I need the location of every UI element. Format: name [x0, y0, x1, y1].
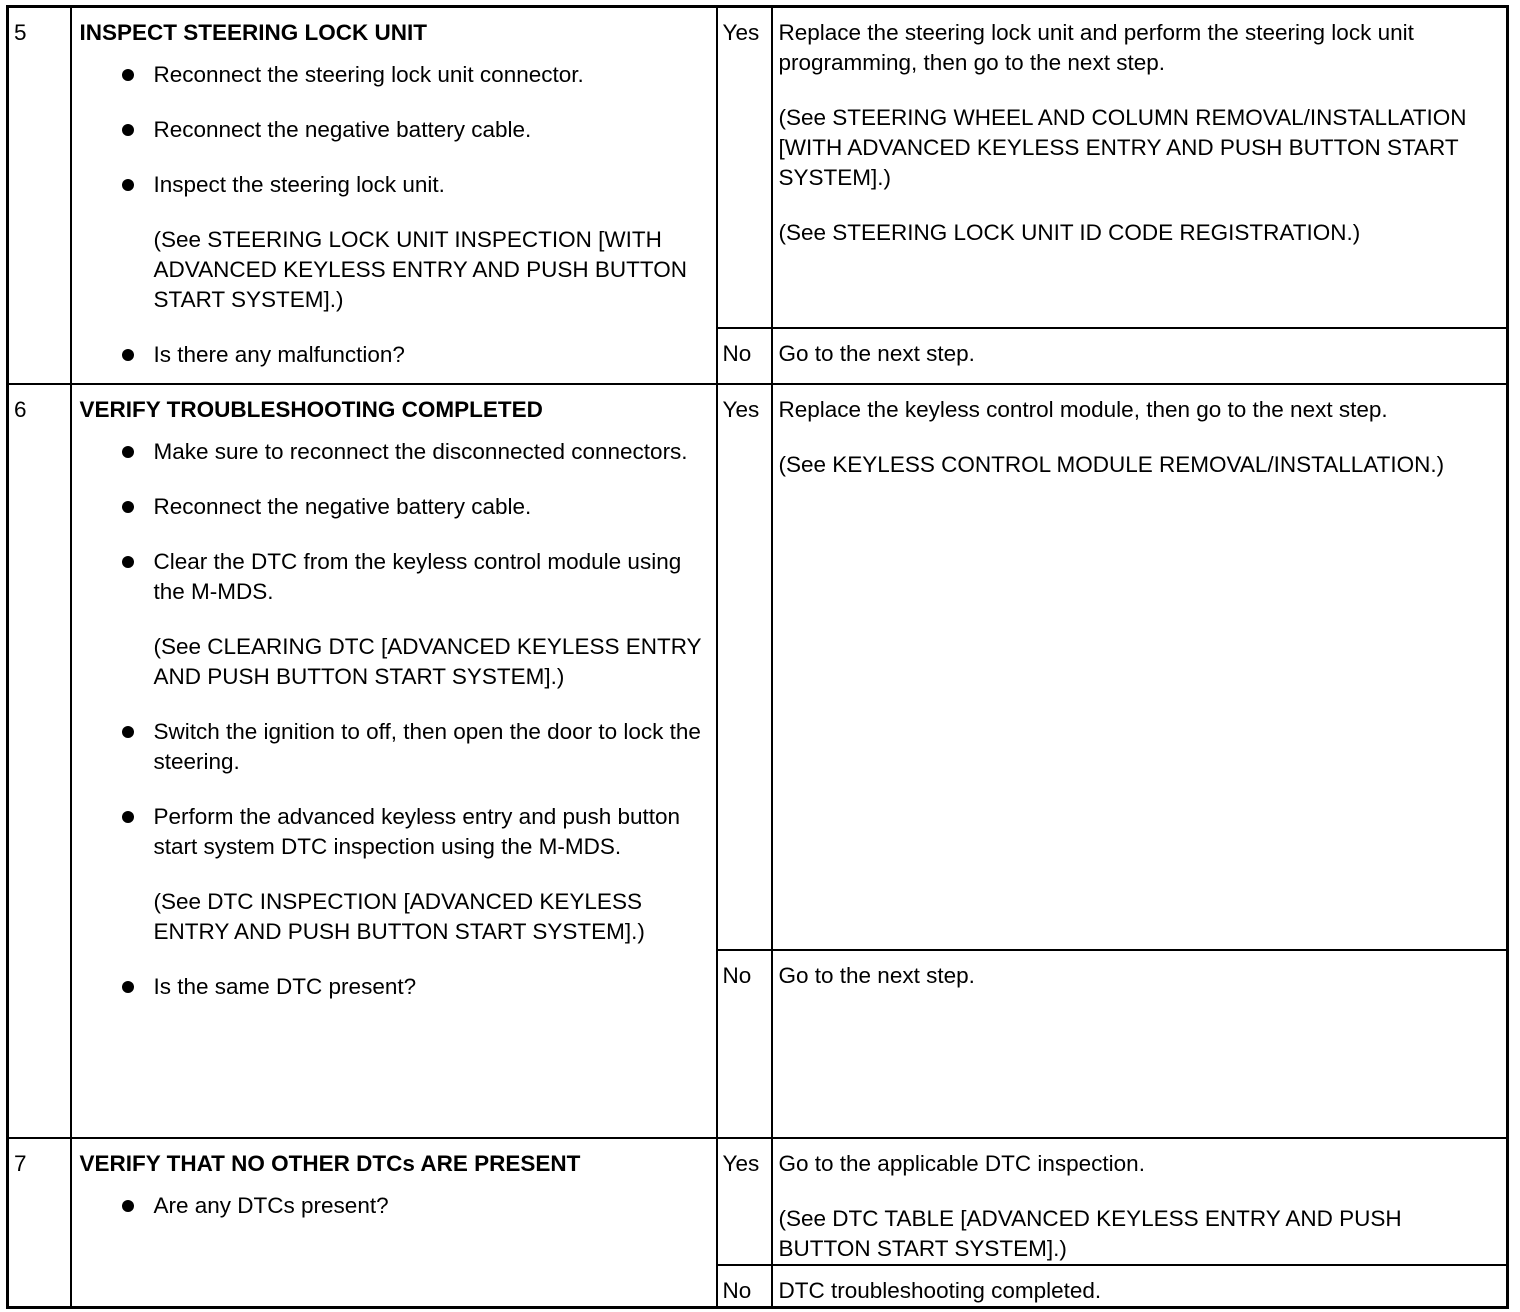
- action-line: (See KEYLESS CONTROL MODULE REMOVAL/INSTALLATION.): [778, 451, 1445, 477]
- step-number: 6: [8, 384, 71, 1138]
- step-bullet-item: [80, 170, 708, 315]
- step-number: 7: [8, 1138, 71, 1308]
- step-bullet-item: [80, 437, 708, 467]
- action-no: [772, 1265, 1508, 1308]
- bullet-text: Reconnect the steering lock unit connector.: [153, 62, 584, 87]
- bullet-dot-icon: [122, 179, 134, 191]
- step-procedure: [71, 1138, 717, 1308]
- action-no: [772, 950, 1508, 1138]
- troubleshooting-table: [6, 5, 1509, 1309]
- result-no-label: No: [717, 1265, 772, 1308]
- bullet-dot-icon: [122, 556, 134, 568]
- troubleshooting-document: [6, 5, 1506, 1305]
- result-yes-label: Yes: [717, 1138, 772, 1265]
- bullet-text: Reconnect the negative battery cable.: [153, 117, 532, 142]
- step-bullet-item: [80, 340, 708, 370]
- step-bullet-list: [80, 60, 708, 370]
- action-line: DTC troubleshooting completed.: [778, 1277, 1102, 1303]
- action-yes: [772, 1138, 1508, 1265]
- bullet-text: Are any DTCs present?: [153, 1192, 389, 1218]
- bullet-text: Perform the advanced keyless entry and push button start system DTC inspection using the M-MDS.: [153, 803, 681, 859]
- bullet-dot-icon: [122, 501, 134, 513]
- step-row: [8, 1138, 1508, 1265]
- result-no-label: No: [717, 328, 772, 384]
- bullet-dot-icon: [122, 124, 134, 136]
- action-line: Go to the next step.: [778, 962, 975, 988]
- step-bullet-item: [80, 802, 708, 947]
- result-yes-label: Yes: [717, 384, 772, 950]
- bullet-text: Make sure to reconnect the disconnected connectors.: [153, 438, 688, 464]
- bullet-text: Is there any malfunction?: [153, 342, 405, 367]
- step-title: VERIFY TROUBLESHOOTING COMPLETED: [79, 396, 543, 422]
- step-bullet-item: [80, 547, 708, 692]
- step-bullet-list: [80, 1191, 708, 1221]
- action-line: Replace the keyless control module, then go to the next step.: [778, 396, 1388, 422]
- action-line: (See STEERING LOCK UNIT ID CODE REGISTRATION.): [778, 220, 1361, 245]
- bullet-dot-icon: [122, 1200, 134, 1212]
- step-bullet-item: [80, 60, 708, 90]
- bullet-text: Clear the DTC from the keyless control module using the M-MDS.: [153, 548, 682, 604]
- action-line: (See STEERING WHEEL AND COLUMN REMOVAL/INSTALLATION [WITH ADVANCED KEYLESS ENTRY AND PUSH BUTTON START SYSTEM].): [778, 105, 1467, 190]
- action-line: Replace the steering lock unit and perform the steering lock unit programming, then go to the next step.: [778, 20, 1414, 75]
- step-procedure: [71, 384, 717, 1138]
- step-number: 5: [8, 7, 71, 384]
- bullet-reference: (See DTC INSPECTION [ADVANCED KEYLESS ENTRY AND PUSH BUTTON START SYSTEM].): [153, 888, 645, 944]
- result-yes-label: Yes: [717, 7, 772, 328]
- action-yes: [772, 7, 1508, 328]
- action-line: Go to the applicable DTC inspection.: [778, 1150, 1145, 1176]
- result-no-label: No: [717, 950, 772, 1138]
- step-procedure: [71, 7, 717, 384]
- step-bullet-item: [80, 115, 708, 145]
- bullet-text: Reconnect the negative battery cable.: [153, 493, 532, 519]
- action-yes: [772, 384, 1508, 950]
- bullet-text: Is the same DTC present?: [153, 973, 417, 999]
- step-bullet-item: [80, 1191, 708, 1221]
- bullet-reference: (See CLEARING DTC [ADVANCED KEYLESS ENTRY AND PUSH BUTTON START SYSTEM].): [153, 633, 702, 689]
- step-bullet-list: [80, 437, 708, 1002]
- bullet-dot-icon: [122, 981, 134, 993]
- step-row: [8, 384, 1508, 950]
- troubleshooting-table-body: [8, 7, 1508, 1308]
- step-row: [8, 7, 1508, 328]
- step-title: INSPECT STEERING LOCK UNIT: [79, 20, 428, 45]
- bullet-text: Switch the ignition to off, then open the door to lock the steering.: [153, 718, 701, 774]
- step-bullet-item: [80, 972, 708, 1002]
- bullet-dot-icon: [122, 811, 134, 823]
- step-title: VERIFY THAT NO OTHER DTCs ARE PRESENT: [79, 1150, 581, 1176]
- bullet-dot-icon: [122, 349, 134, 361]
- bullet-dot-icon: [122, 69, 134, 81]
- action-no: [772, 328, 1508, 384]
- action-line: (See DTC TABLE [ADVANCED KEYLESS ENTRY AND PUSH BUTTON START SYSTEM].): [778, 1205, 1402, 1261]
- bullet-reference: (See STEERING LOCK UNIT INSPECTION [WITH ADVANCED KEYLESS ENTRY AND PUSH BUTTON START SYSTEM].): [153, 227, 687, 312]
- action-line: Go to the next step.: [778, 340, 975, 366]
- step-bullet-item: [80, 492, 708, 522]
- step-bullet-item: [80, 717, 708, 777]
- bullet-dot-icon: [122, 726, 134, 738]
- bullet-text: Inspect the steering lock unit.: [153, 172, 445, 197]
- bullet-dot-icon: [122, 446, 134, 458]
